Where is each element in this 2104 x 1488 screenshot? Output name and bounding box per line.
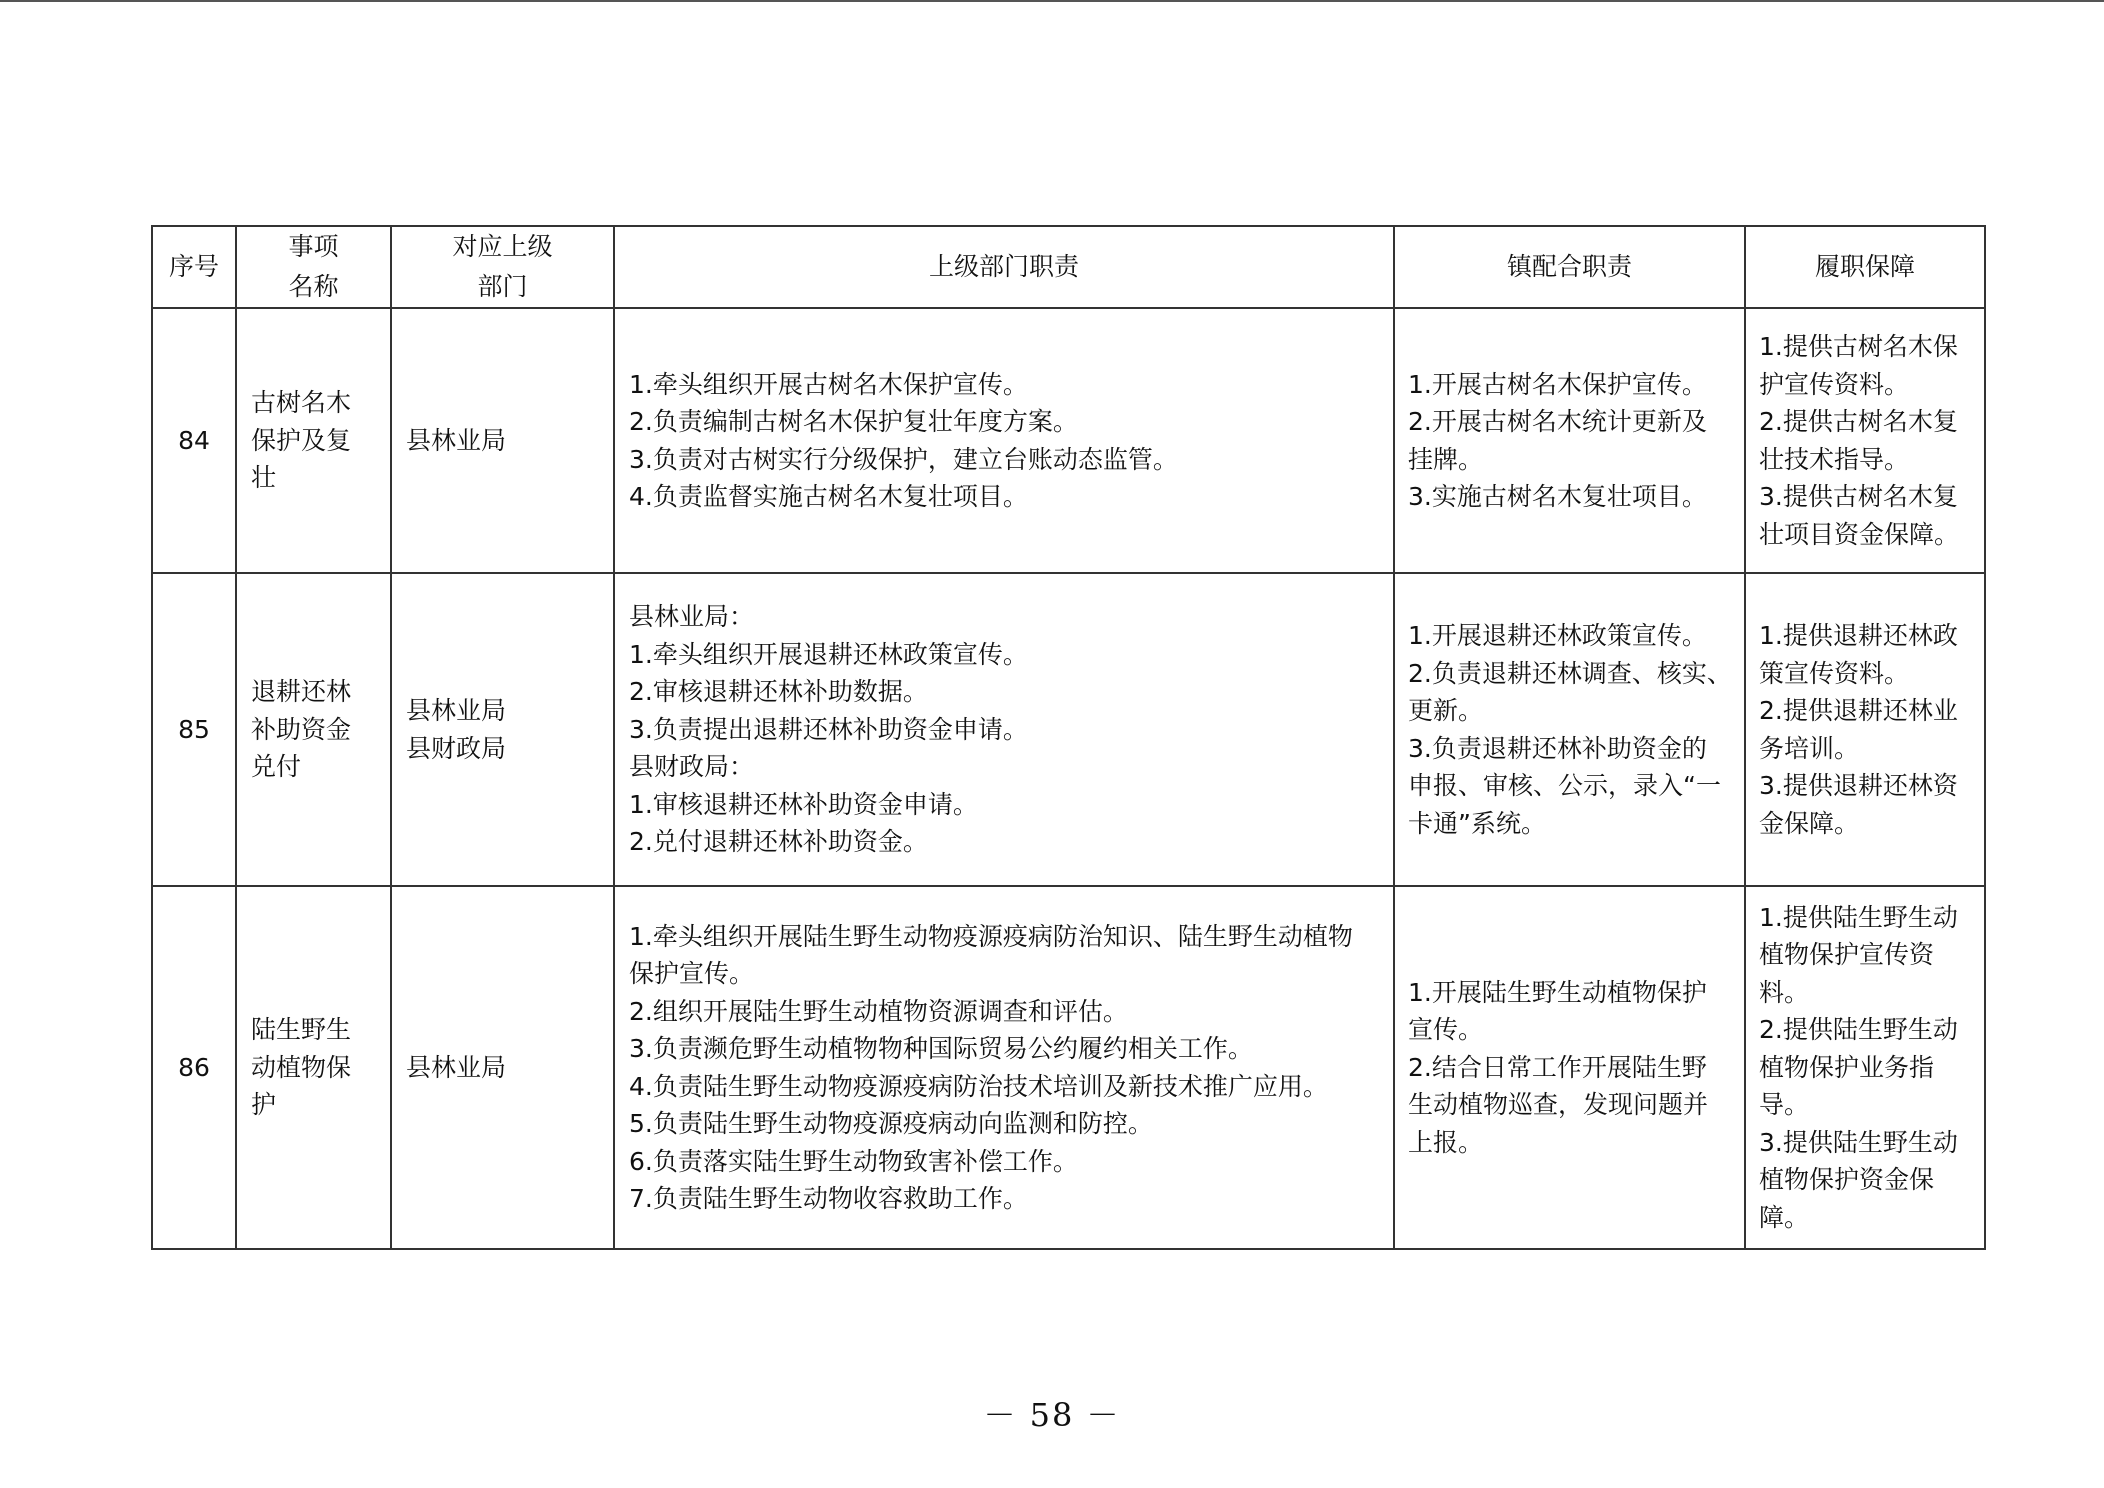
town-duties-cell: 1.开展陆生野生动植物保护 宣传。 2.结合日常工作开展陆生野 生动植物巡查，发现问题并 上报。 bbox=[1394, 886, 1745, 1249]
superior-dept-cell: 县林业局 bbox=[391, 886, 614, 1249]
table-row bbox=[152, 573, 1985, 886]
superior-duties-cell: 1.牵头组织开展陆生野生动物疫源疫病防治知识、陆生野生动植物 保护宣传。 2.组织开展陆生野生动植物资源调查和评估。 3.负责濒危野生动植物物种国际贸易公约履约相关工作。 4.负责陆生野生动物疫源疫病防治技术培训及新技术推广应用。 5.负责陆生野生动物疫源疫病动向监测和防控。 6.负责落实陆生野生动物致害补偿工作。 7.负责陆生野生动物收容救助工作。 bbox=[614, 886, 1394, 1249]
page-number: － 58 － bbox=[983, 1396, 1121, 1434]
duty-table bbox=[151, 225, 1986, 1250]
item-name-cell: 陆生野生 动植物保 护 bbox=[236, 886, 391, 1249]
guarantee-cell: 1.提供陆生野生动 植物保护宣传资 料。 2.提供陆生野生动 植物保护业务指 导。 3.提供陆生野生动 植物保护资金保 障。 bbox=[1745, 886, 1985, 1249]
table-row bbox=[152, 886, 1985, 1249]
town-duties-cell: 1.开展退耕还林政策宣传。 2.负责退耕还林调查、核实、 更新。 3.负责退耕还林补助资金的 申报、审核、公示，录入“一 卡通”系统。 bbox=[1394, 573, 1745, 886]
item-name-cell: 退耕还林 补助资金 兑付 bbox=[236, 573, 391, 886]
guarantee-cell: 1.提供古树名木保 护宣传资料。 2.提供古树名木复 壮技术指导。 3.提供古树名木复 壮项目资金保障。 bbox=[1745, 308, 1985, 573]
header-row bbox=[152, 226, 1985, 308]
item-name-cell: 古树名木 保护及复 壮 bbox=[236, 308, 391, 573]
header-guarantee: 履职保障 bbox=[1745, 226, 1985, 308]
superior-duties-cell: 1.牵头组织开展古树名木保护宣传。 2.负责编制古树名木保护复壮年度方案。 3.负责对古树实行分级保护，建立台账动态监管。 4.负责监督实施古树名木复壮项目。 bbox=[614, 308, 1394, 573]
header-item-name: 事项 名称 bbox=[236, 226, 391, 308]
table-row bbox=[152, 308, 1985, 573]
header-seq: 序号 bbox=[152, 226, 236, 308]
town-duties-cell: 1.开展古树名木保护宣传。 2.开展古树名木统计更新及 挂牌。 3.实施古树名木复壮项目。 bbox=[1394, 308, 1745, 573]
header-superior-duties: 上级部门职责 bbox=[614, 226, 1394, 308]
superior-dept-cell: 县林业局 县财政局 bbox=[391, 573, 614, 886]
superior-duties-cell: 县林业局： 1.牵头组织开展退耕还林政策宣传。 2.审核退耕还林补助数据。 3.负责提出退耕还林补助资金申请。 县财政局： 1.审核退耕还林补助资金申请。 2.兑付退耕还林补助资金。 bbox=[614, 573, 1394, 886]
header-superior-dept: 对应上级 部门 bbox=[391, 226, 614, 308]
header-town-duties: 镇配合职责 bbox=[1394, 226, 1745, 308]
superior-dept-cell: 县林业局 bbox=[391, 308, 614, 573]
row-number: 84 bbox=[152, 308, 236, 573]
row-number: 86 bbox=[152, 886, 236, 1249]
guarantee-cell: 1.提供退耕还林政 策宣传资料。 2.提供退耕还林业 务培训。 3.提供退耕还林资 金保障。 bbox=[1745, 573, 1985, 886]
row-number: 85 bbox=[152, 573, 236, 886]
page-top-rule bbox=[0, 0, 2104, 2]
